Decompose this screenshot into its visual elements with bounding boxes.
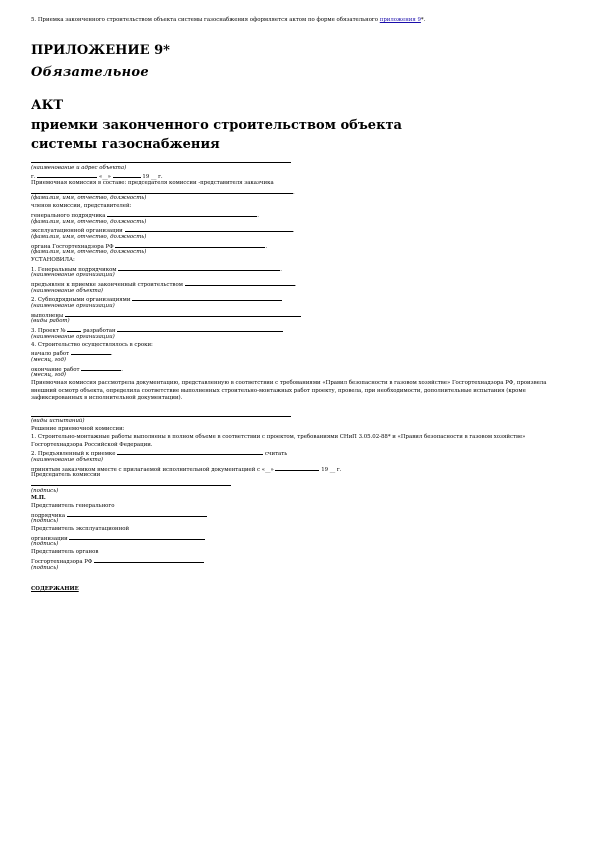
- gosgor-field[interactable]: [115, 242, 265, 248]
- accept-date-field[interactable]: [275, 465, 319, 471]
- works-field[interactable]: [65, 311, 301, 317]
- commission-line: Приемочная комиссия в составе: председателя комиссии -представителя заказчика: [31, 180, 274, 187]
- object-name-field[interactable]: [31, 157, 291, 163]
- ustanovila-heading: УСТАНОВИЛА:: [31, 256, 75, 263]
- contents-link[interactable]: СОДЕРЖАНИЕ: [31, 586, 79, 593]
- project-number-field[interactable]: [67, 326, 81, 332]
- city-field[interactable]: [37, 172, 97, 178]
- act-subtitle-line1: приемки законченного строительством объекта: [31, 118, 402, 133]
- intro-paragraph: [31, 17, 425, 23]
- stamp-place: М.П.: [31, 495, 46, 502]
- genpod-signature-field[interactable]: [67, 511, 207, 517]
- object-field-2[interactable]: [117, 449, 263, 455]
- subcontractor-field[interactable]: [132, 295, 282, 301]
- chair-signature-field[interactable]: [31, 480, 231, 486]
- genpod-org-field[interactable]: [118, 265, 280, 271]
- expl-field[interactable]: [125, 226, 293, 232]
- expl-signature-field[interactable]: [69, 534, 205, 540]
- month-field[interactable]: [113, 172, 141, 178]
- intro-suffix: *.: [420, 17, 426, 23]
- chair-field[interactable]: [31, 188, 293, 194]
- caption-object-address: (наименование и адрес объекта): [31, 164, 127, 171]
- decision-1: 1. Строительно-монтажные работы выполнены в полном объеме в соответствии с проектом, требованиями СНиП 3.05.02-88* и «Правил безопасности в газовом хозяйстве» Госгортехнадзора Российской Федерации.: [31, 433, 526, 448]
- appendix-link[interactable]: приложения 9: [379, 17, 421, 23]
- tests-field[interactable]: [31, 411, 291, 417]
- act-subtitle-line2: системы газоснабжения: [31, 137, 220, 152]
- gosgor-signature-field[interactable]: [94, 557, 204, 563]
- act-form: (наименование и адрес объекта) г. «__» 19 __ г. Приемочная комиссия в составе: председателя комиссии -представителя заказчика . (фамилия, имя, отчество, должность) членов комиссии, представителей: генерального подрядчика . (фамилия, имя, отчество, должность) эксплуатационной организации . (фамилия, имя, отчество, должность) органа Госгортехнадзора РФ . (фамилия, имя, отчество, должность) УСТАНОВИЛА: 1. Генеральным подрядчиком . (наименование организации) предъявлен к приемке законченный строительством . (наименование объекта) 2. Субподрядными организациями (наименование организации) выполнены (виды работ) 3. Проект № разработан (наименование организации) 4. Строительство осуществлялось в сроки: начало работ . (месяц, год) окончание работ . (месяц, год) Приемочная комиссия рассмотрела документацию, представленную в соответствии с требованиями «Правил безопасности в газовом хозяйстве» Госгортехнадзора РФ, произвела внешний осмотр объекта, определила соответствие выполненных строительно-монтажных работ проекту, провела, при необходимости, дополнительные испытания (кроме зафиксированных в исполнительной документации). (виды испытаний) Решение приемочной комиссии: 1. Строительно-монтажные работы выполнены в полном объеме в соответствии с проектом, требованиями СНиП 3.05.02-88* и «Правил безопасности в газовом хозяйстве» Госгортехнадзора Российской Федерации. 2. Предъявленный к приемке считать (наименование объекта) принятым заказчиком вместе с прилагаемой исполнительной документацией с «__» 19 __ г. Председатель комиссии (подпись) М.П. Представитель генерального подрядчика (подпись) Представитель эксплуатационной организации (подпись) Представитель органов Госгортехнадзора РФ (подпись) СОДЕРЖАНИЕ: [31, 157, 565, 594]
- object-field-1[interactable]: [185, 280, 295, 286]
- project-org-field[interactable]: [117, 326, 283, 332]
- appendix-title: ПРИЛОЖЕНИЕ 9*: [31, 43, 170, 58]
- end-date-field[interactable]: [81, 365, 121, 371]
- start-date-field[interactable]: [71, 349, 111, 355]
- intro-text: 5. Приемка законченного строительством объекта системы газоснабжения оформляется актом по форме обязательного: [31, 17, 380, 23]
- appendix-status: Обязательное: [31, 65, 149, 80]
- commission-paragraph: Приемочная комиссия рассмотрела документацию, представленную в соответствии с требованиями «Правил безопасности в газовом хозяйстве» Госгортехнадзора РФ, произвела внешний осмотр объекта, определила соответствие выполненных строительно-монтажных работ проекту, провела, при необходимости, дополнительные испытания (кроме зафиксированных в исполнительной документации).: [31, 379, 547, 402]
- city-date-line: г. «__» 19 __ г.: [31, 174, 163, 181]
- act-title: АКТ: [31, 98, 64, 113]
- genpod-field[interactable]: [107, 211, 257, 217]
